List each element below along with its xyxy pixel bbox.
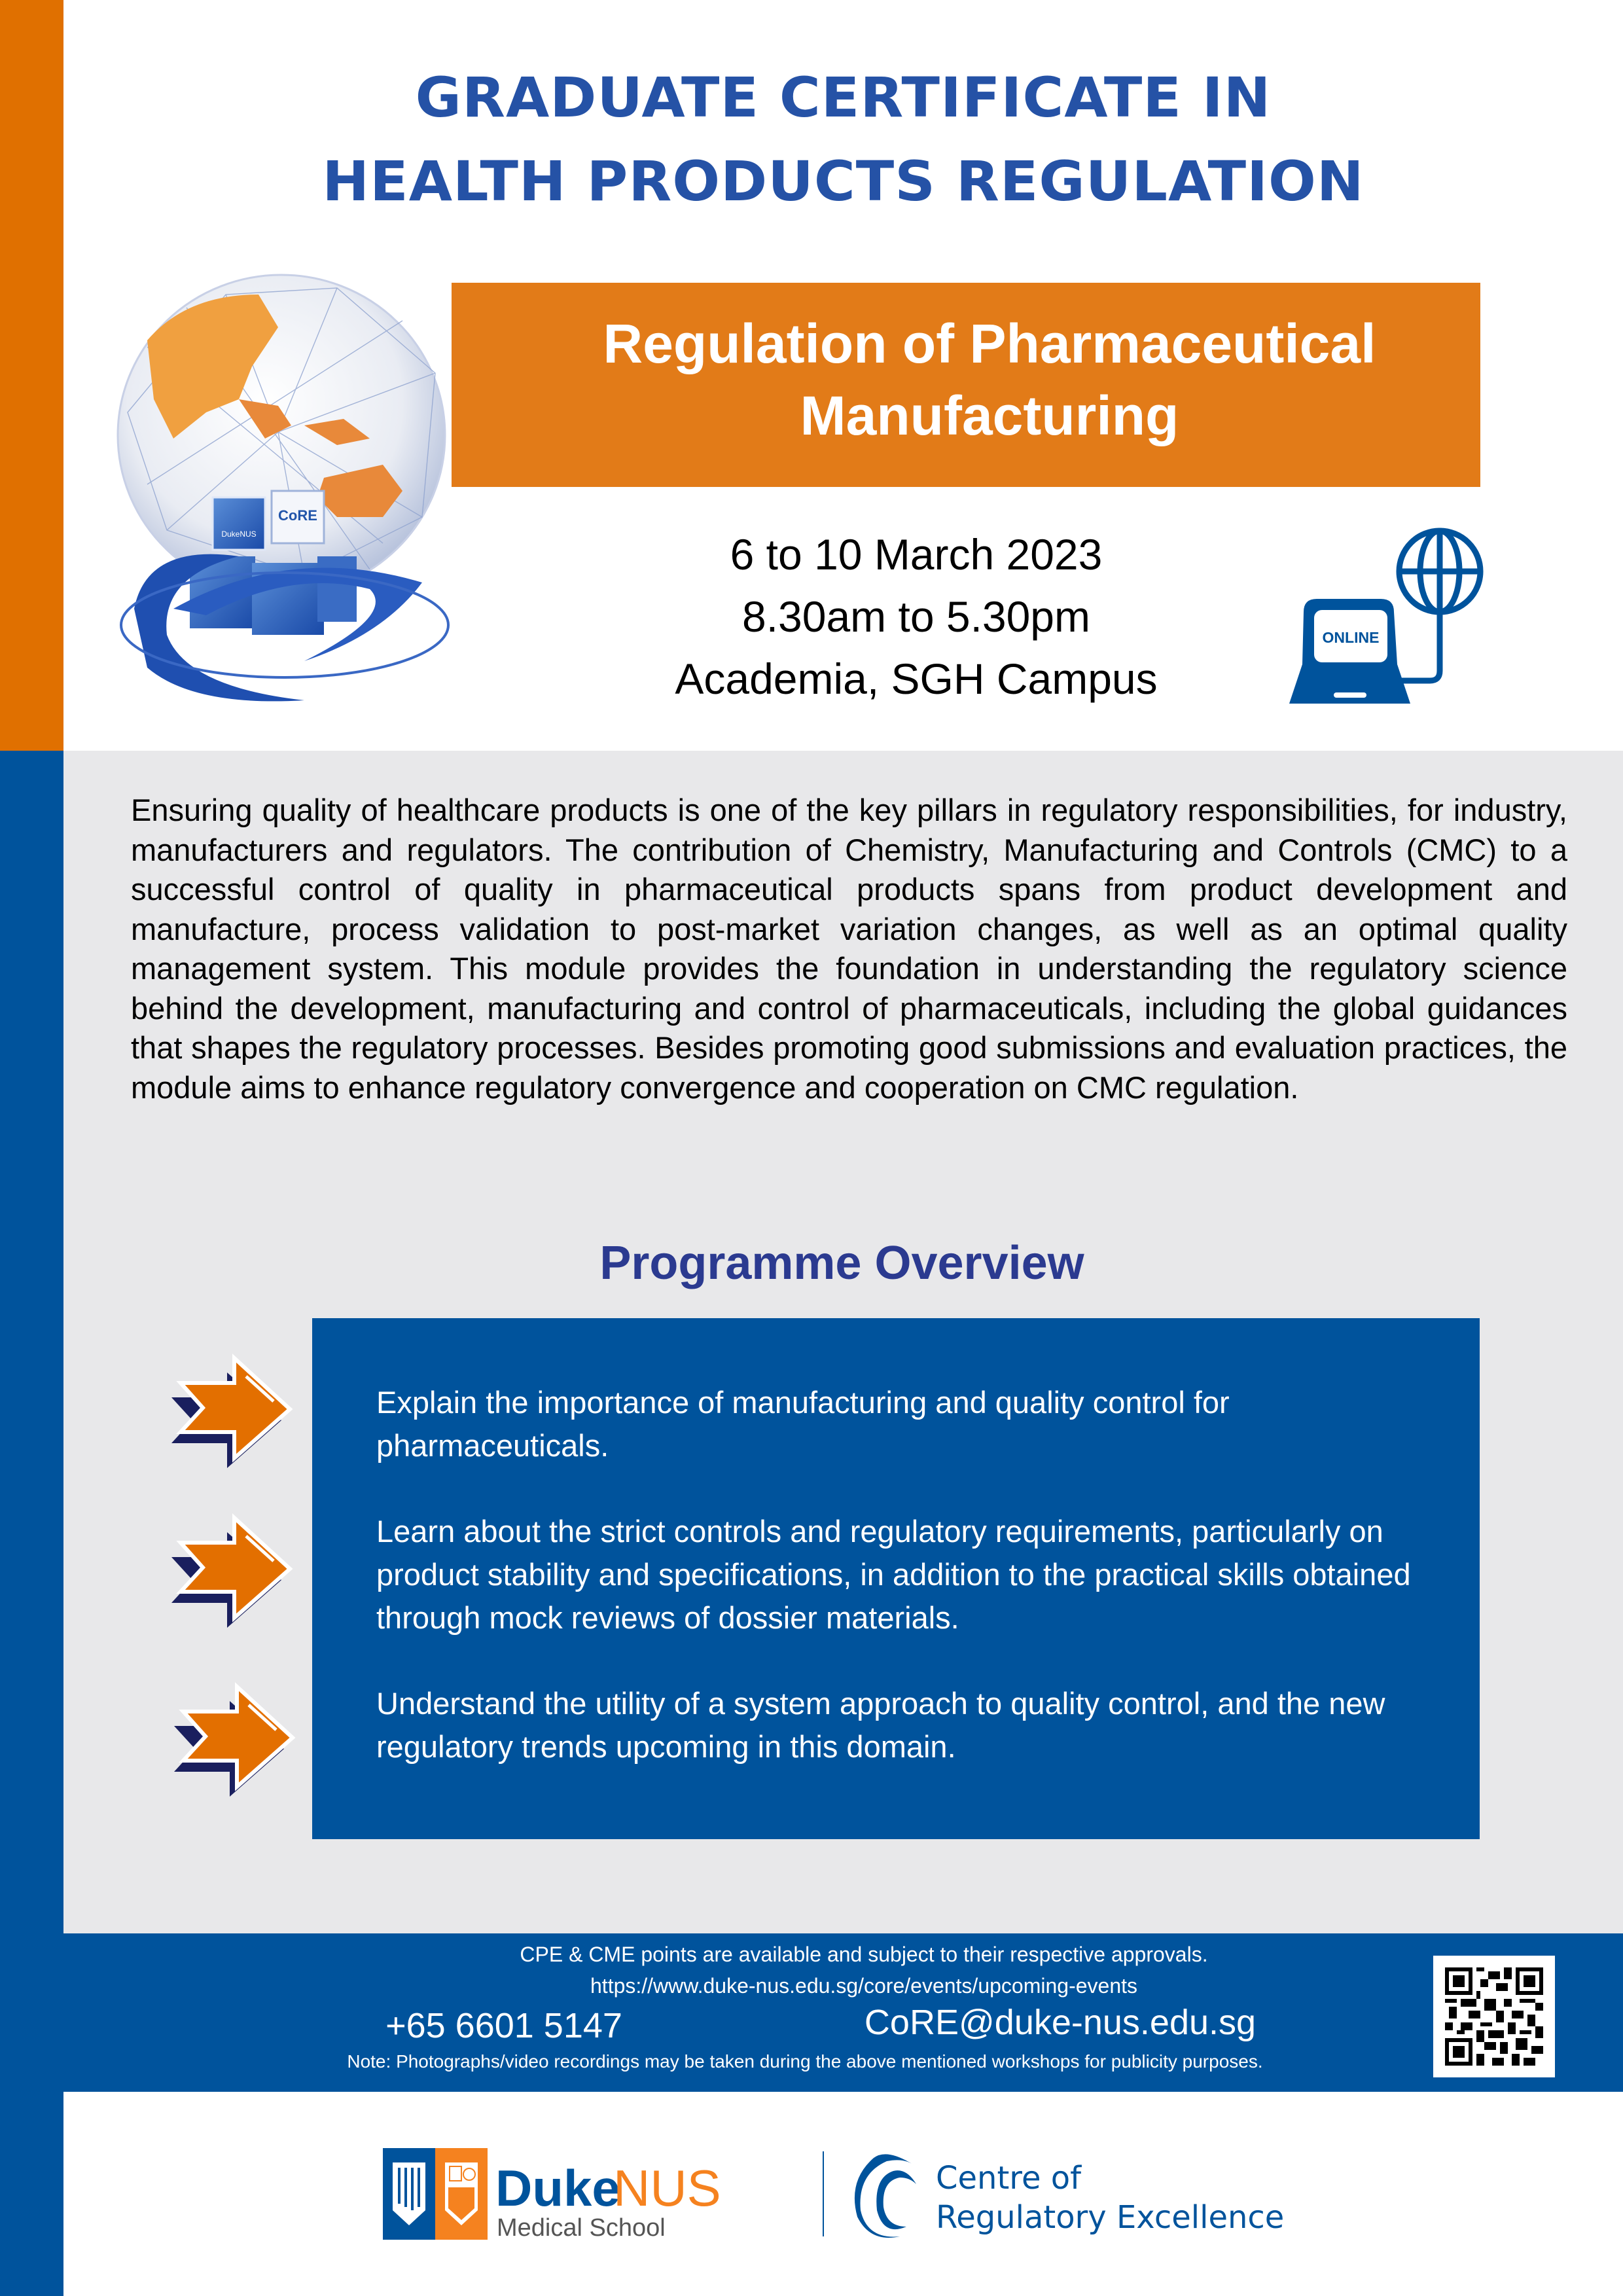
- points-note: CPE & CME points are available and subject to their respective approvals.: [520, 1943, 1208, 1966]
- duke-nus-logo: [383, 2148, 789, 2240]
- overview-item: Understand the utility of a system approach to quality control, and the new regulatory trends upcoming in this domain.: [376, 1686, 1385, 1764]
- event-venue: Academia, SGH Campus: [675, 655, 1158, 703]
- svg-text:CoRE: CoRE: [278, 507, 317, 524]
- email-link[interactable]: CoRE@duke-nus.edu.sg: [864, 2003, 1257, 2042]
- module-title-line-1: Regulation of Pharmaceutical: [603, 313, 1376, 374]
- qr-code-icon: [1445, 1967, 1543, 2066]
- module-title: [452, 308, 1480, 452]
- phone-number[interactable]: +65 6601 5147: [385, 2006, 622, 2045]
- qr-code[interactable]: [1433, 1956, 1555, 2077]
- svg-text:Medical School: Medical School: [497, 2214, 666, 2240]
- overview-item: Explain the importance of manufacturing and quality control for pharmaceuticals.: [376, 1385, 1230, 1463]
- photo-note: Note: Photographs/video recordings may be taken during the above mentioned workshops for publicity purposes.: [347, 2051, 1263, 2072]
- event-time: 8.30am to 5.30pm: [742, 592, 1090, 641]
- event-details: [589, 524, 1243, 710]
- svg-text:NUS: NUS: [613, 2159, 721, 2217]
- core-logo: [821, 2148, 1332, 2240]
- svg-text:Duke: Duke: [495, 2159, 620, 2217]
- overview-item: Learn about the strict controls and regulatory requirements, particularly on product stability and specifications, in addition to the practical skills obtained through mock reviews of dossier materials.: [376, 1514, 1411, 1635]
- svg-text:Centre of: Centre of: [936, 2160, 1082, 2197]
- overview-heading: Programme Overview: [599, 1237, 1084, 1289]
- page-title: [48, 56, 1623, 223]
- arrow-bullet-icon: [171, 1679, 296, 1803]
- module-description: Ensuring quality of healthcare products is one of the key pillars in regulatory responsibilities, for industry, manufacturers and regulators. The contribution of Chemistry, Manufacturing and Controls (CMC) to a successful control of quality in pharmaceutical products spans from product development and manufacture, process validation to post-market variation changes, as well as an optimal quality management system. This module provides the foundation in understanding the regulatory science behind the development, manufacturing and control of pharmaceuticals, including the global guidances that shapes the regulatory processes. Besides promoting good submissions and evaluation practices, the module aims to enhance regulatory convergence and cooperation on CMC regulation.: [131, 793, 1567, 1105]
- svg-text:Regulatory Excellence: Regulatory Excellence: [936, 2199, 1285, 2236]
- svg-text:ONLINE: ONLINE: [1322, 629, 1380, 646]
- svg-text:DukeNUS: DukeNUS: [221, 529, 257, 539]
- title-line-2: HEALTH PRODUCTS REGULATION: [322, 149, 1364, 213]
- title-line-1: GRADUATE CERTIFICATE IN: [415, 65, 1272, 130]
- left-stripe-blue: [0, 751, 63, 2296]
- event-dates: 6 to 10 March 2023: [730, 530, 1103, 579]
- online-laptop-globe-icon: [1263, 517, 1486, 713]
- arrow-bullet-icon: [169, 1510, 293, 1634]
- arrow-bullet-icon: [169, 1350, 293, 1475]
- events-link[interactable]: https://www.duke-nus.edu.sg/core/events/upcoming-events: [590, 1974, 1137, 1998]
- globe-graphic-icon: [108, 268, 474, 713]
- module-title-line-2: Manufacturing: [800, 385, 1179, 446]
- core-swirl-icon: [855, 2154, 913, 2238]
